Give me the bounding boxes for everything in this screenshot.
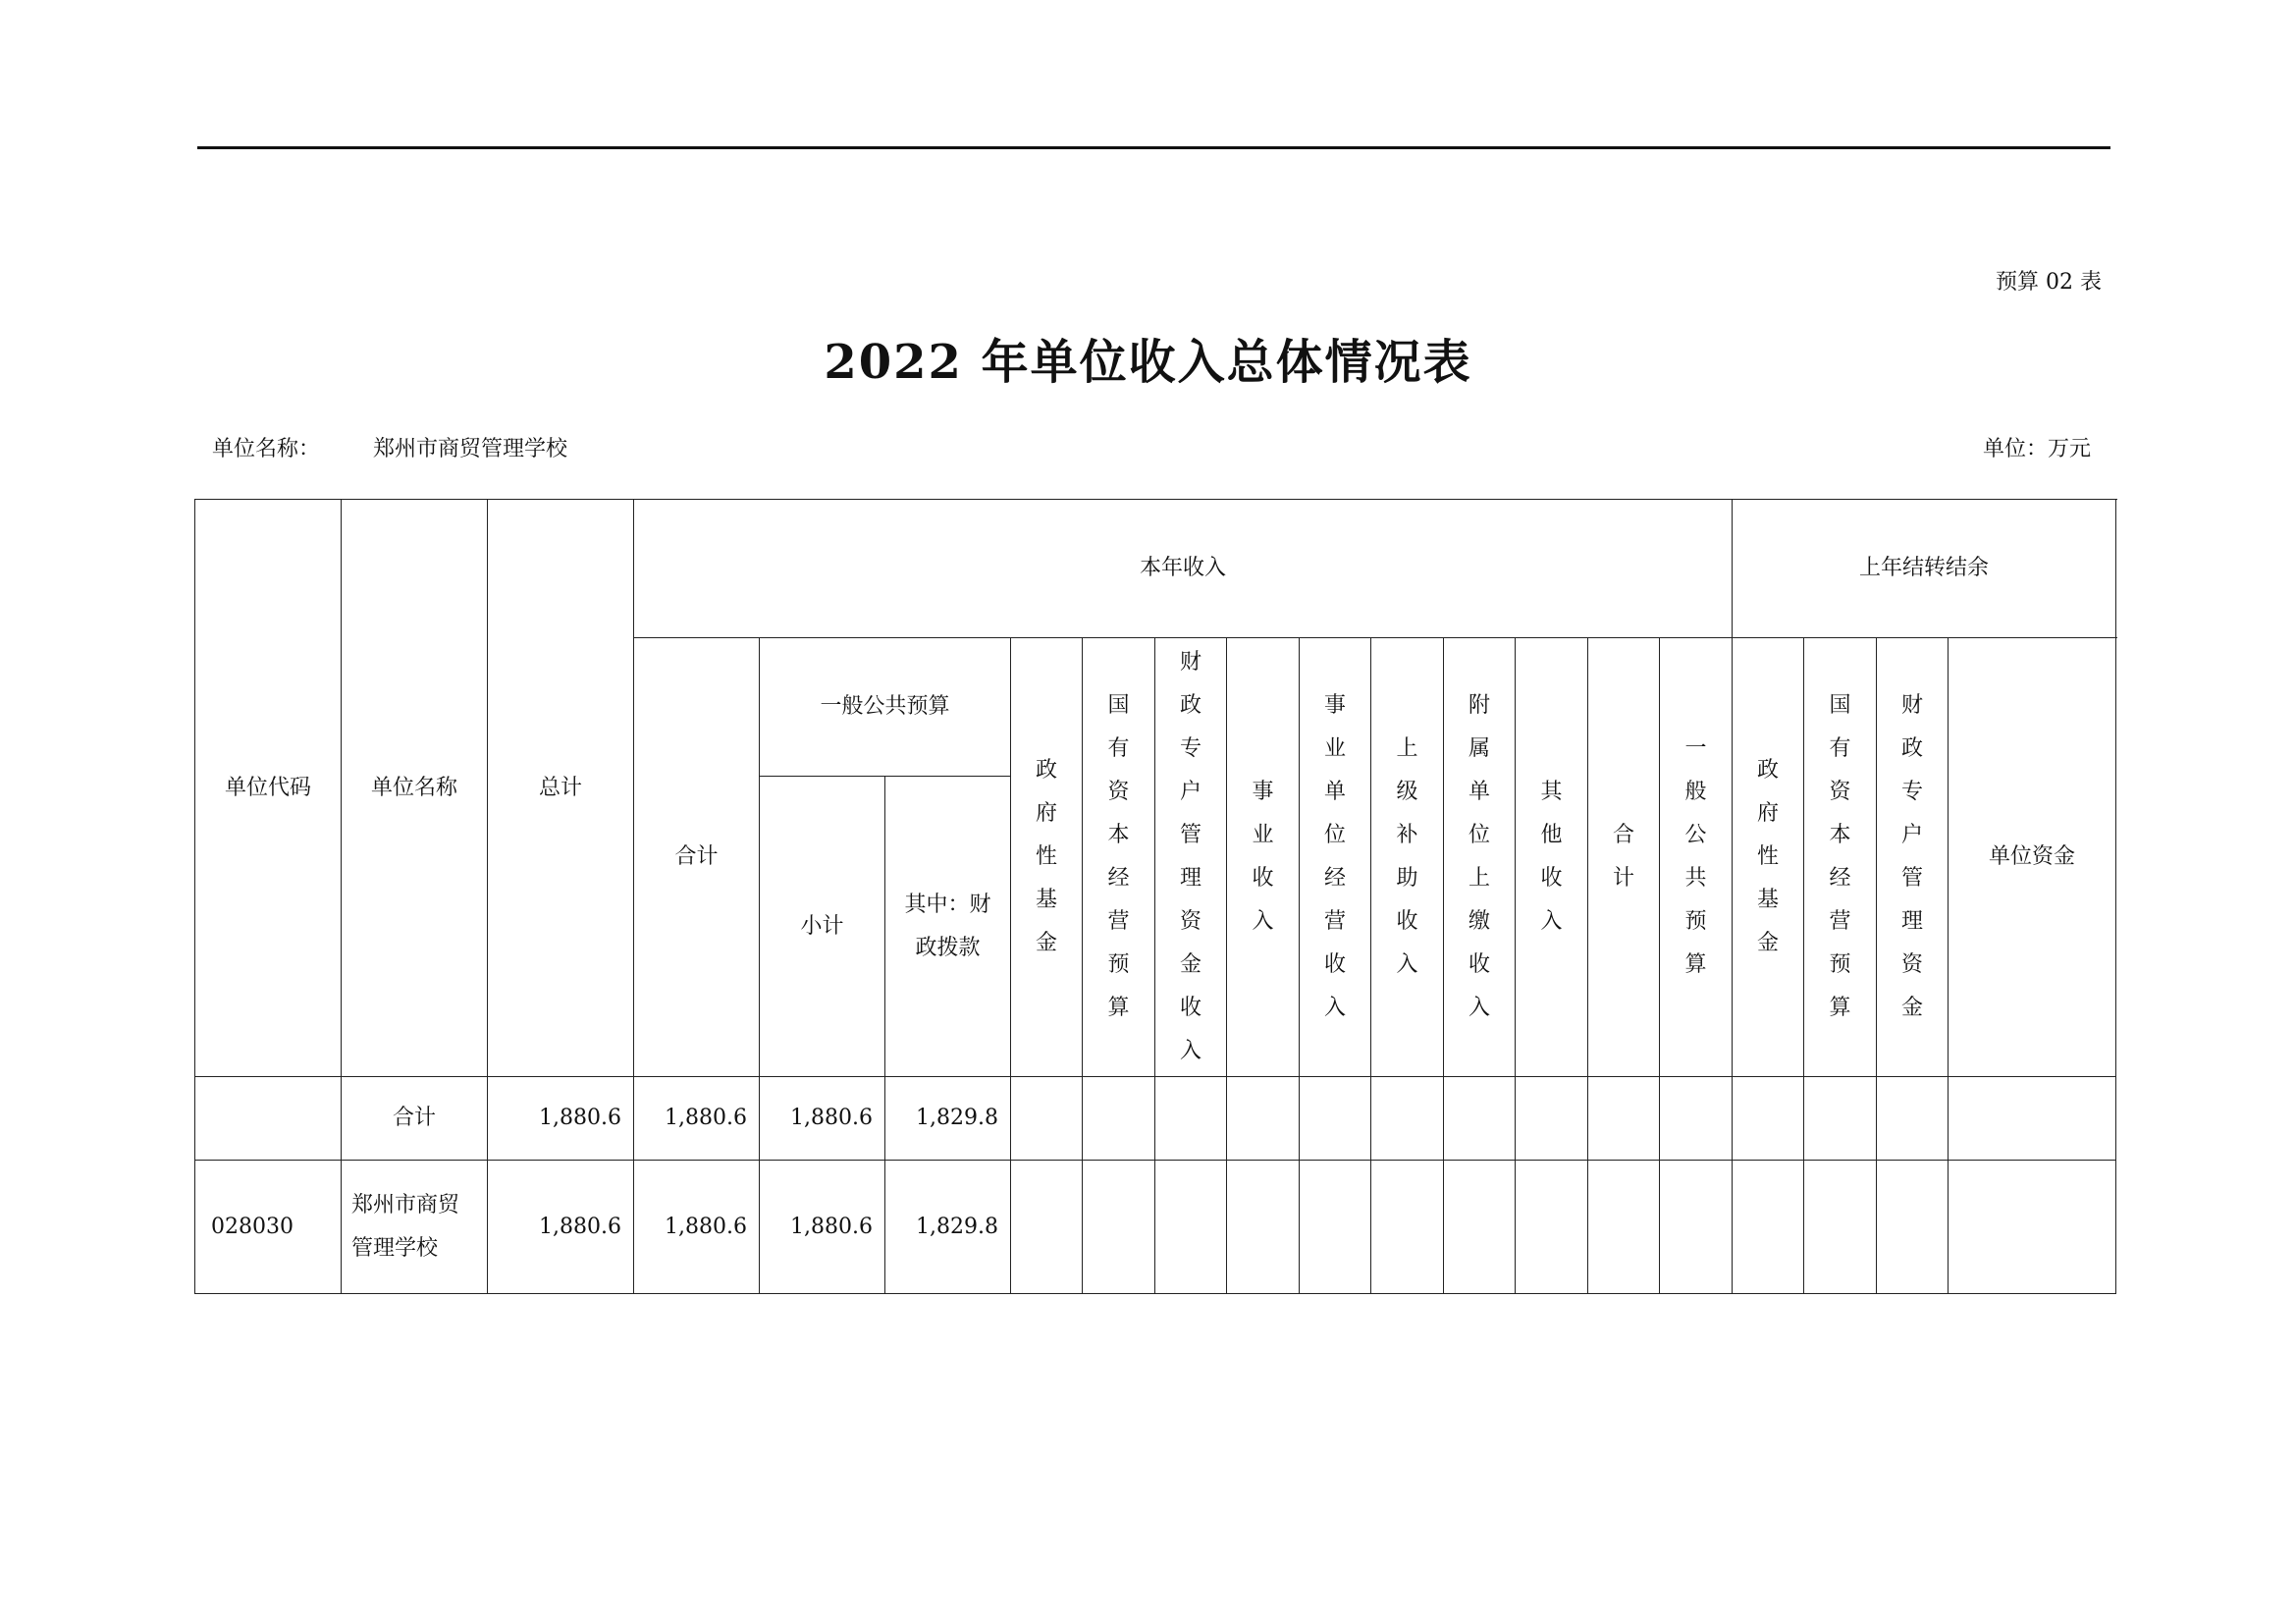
cell-current-total: 1,880.6 [634, 1077, 760, 1161]
table-row [195, 1077, 2116, 1161]
header-fiscal-allocation: 其中：财政拨款 [904, 892, 991, 960]
header-carryover-gov-fund: 政府性基金 [1757, 758, 1780, 955]
form-number: 预算 02 表 [1996, 270, 2102, 295]
header-unit-code: 单位代码 [195, 500, 342, 1077]
header-prior-year-carryover: 上年结转结余 [1733, 500, 2116, 638]
header-grand-total: 总计 [488, 500, 634, 1077]
header-subtotal: 小计 [760, 777, 885, 1077]
unit-name-label: 单位名称： [212, 437, 321, 461]
unit-name-value: 郑州市商贸管理学校 [373, 437, 568, 461]
cell-current-total: 1,880.6 [634, 1161, 760, 1294]
cell-unit-name: 合计 [342, 1077, 488, 1161]
header-carryover-special-account: 财政专户管理资金 [1901, 693, 1924, 1020]
header-affiliated-income: 附属单位上缴收入 [1468, 693, 1490, 1020]
header-business-income: 事业收入 [1252, 780, 1274, 934]
cell-fiscal-allocation: 1,829.8 [885, 1077, 1011, 1161]
cell-fiscal-allocation: 1,829.8 [885, 1161, 1011, 1294]
table-row [195, 1161, 2116, 1294]
header-current-total: 合计 [634, 638, 760, 1077]
currency-unit: 单位：万元 [1982, 437, 2091, 461]
header-unit-name: 单位名称 [342, 500, 488, 1077]
page-title: 2022 年单位收入总体情况表 [824, 335, 1472, 390]
cell-subtotal: 1,880.6 [760, 1077, 885, 1161]
header-other-income: 其他收入 [1540, 780, 1563, 934]
header-special-account-income: 财政专户管理资金收入 [1179, 650, 1201, 1063]
cell-unit-code [195, 1077, 342, 1161]
cell-grand-total: 1,880.6 [488, 1161, 634, 1294]
income-table [194, 499, 2116, 1294]
top-rule [197, 146, 2110, 149]
header-superior-subsidy: 上级补助收入 [1396, 736, 1418, 977]
cell-unit-name: 郑州市商贸管理学校 [342, 1161, 488, 1294]
header-general-budget: 一般公共预算 [760, 638, 1011, 777]
unit-name-line [212, 432, 567, 462]
header-carryover-total: 合计 [1612, 823, 1634, 891]
cell-subtotal: 1,880.6 [760, 1161, 885, 1294]
cell-grand-total: 1,880.6 [488, 1077, 634, 1161]
header-current-year-income: 本年收入 [634, 500, 1733, 638]
header-carryover-state-capital: 国有资本经营预算 [1829, 693, 1851, 1020]
header-carryover-general-budget: 一般公共预算 [1684, 736, 1707, 977]
cell-unit-code: 028030 [195, 1161, 342, 1294]
header-unit-funds: 单位资金 [1949, 638, 2116, 1077]
header-state-capital: 国有资本经营预算 [1107, 693, 1130, 1020]
header-unit-operation-income: 事业单位经营收入 [1323, 693, 1346, 1020]
header-gov-fund: 政府性基金 [1035, 758, 1057, 955]
